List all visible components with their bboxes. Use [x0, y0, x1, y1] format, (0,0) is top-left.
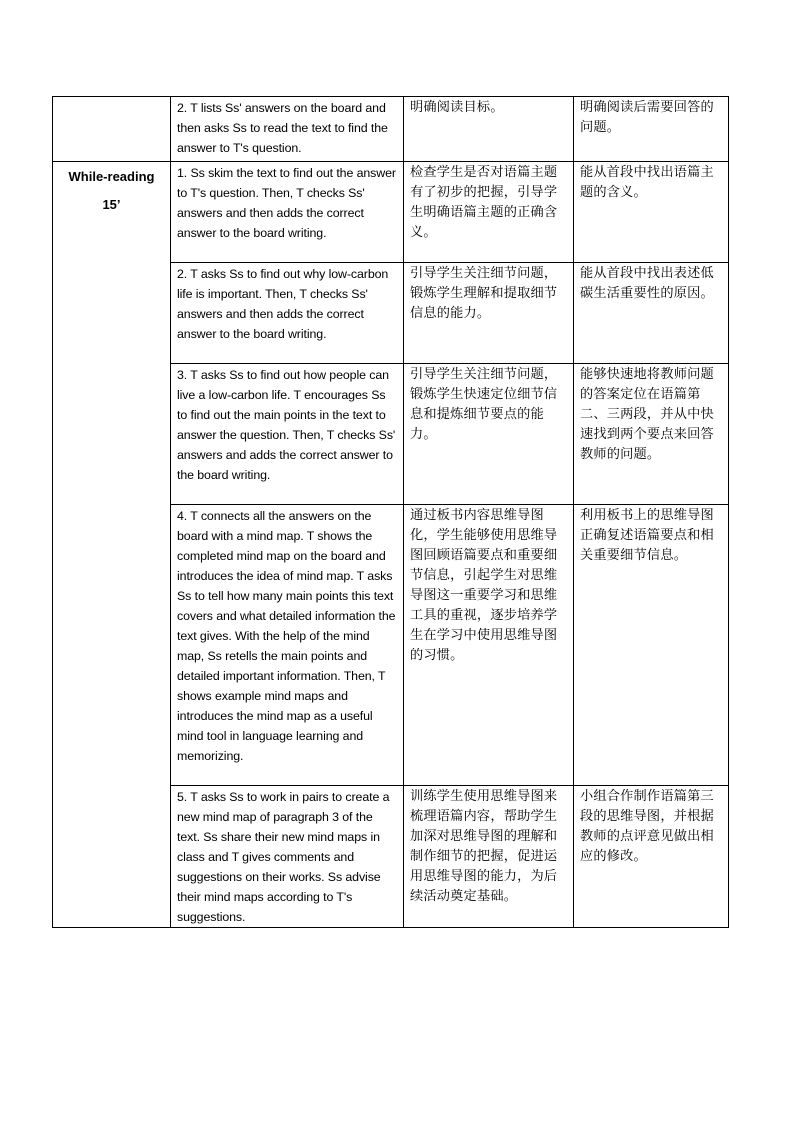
outcome-cell: 能够快速地将教师问题的答案定位在语篇第二、三两段，并从中快速找到两个要点来回答教师的问题。	[574, 364, 729, 505]
outcome-cell: 小组合作制作语篇第三段的思维导图，并根据教师的点评意见做出相应的修改。	[574, 786, 729, 928]
stage-time: 15’	[102, 197, 121, 212]
activity-cell: 4. T connects all the answers on the board with a mind map. T shows the completed mind map on the board and introduces the idea of mind map. T asks Ss to tell how many main points this text covers and what detailed information the text gives. With the help of the mind map, Ss retells the main points and detailed important information. Then, T shows example mind maps and introduces the mind map as a useful mind tool in language learning and memorizing.	[171, 505, 404, 786]
purpose-cell: 引导学生关注细节问题，锻炼学生快速定位细节信息和提炼细节要点的能力。	[404, 364, 574, 505]
outcome-cell: 明确阅读后需要回答的问题。	[574, 97, 729, 162]
stage-cell	[53, 162, 171, 928]
purpose-cell: 训练学生使用思维导图来梳理语篇内容，帮助学生加深对思维导图的理解和制作细节的把握，促进运用思维导图的能力，为后续活动奠定基础。	[404, 786, 574, 928]
outcome-cell: 能从首段中找出表述低碳生活重要性的原因。	[574, 263, 729, 364]
activity-cell: 2. T lists Ss' answers on the board and then asks Ss to read the text to find the answer to T's question.	[171, 97, 404, 162]
activity-cell: 2. T asks Ss to find out why low-carbon life is important. Then, T checks Ss' answers and then adds the correct answer to the board writing.	[171, 263, 404, 364]
outcome-cell: 能从首段中找出语篇主题的含义。	[574, 162, 729, 263]
stage-name: While-reading	[68, 169, 155, 184]
outcome-cell: 利用板书上的思维导图正确复述语篇要点和相关重要细节信息。	[574, 505, 729, 786]
purpose-cell: 检查学生是否对语篇主题有了初步的把握，引导学生明确语篇主题的正确含义。	[404, 162, 574, 263]
table-row	[53, 162, 729, 263]
activity-cell: 3. T asks Ss to find out how people can live a low-carbon life. T encourages Ss to find out the main points in the text to answer the question. Then, T checks Ss' answers and adds the correct answer to the board writing.	[171, 364, 404, 505]
lesson-plan-table	[52, 96, 729, 928]
purpose-cell: 通过板书内容思维导图化，学生能够使用思维导图回顾语篇要点和重要细节信息，引起学生对思维导图这一重要学习和思维工具的重视，逐步培养学生在学习中使用思维导图的习惯。	[404, 505, 574, 786]
table-row	[53, 97, 729, 162]
activity-cell: 1. Ss skim the text to find out the answer to T's question. Then, T checks Ss' answers and then adds the correct answer to the board writing.	[171, 162, 404, 263]
purpose-cell: 明确阅读目标。	[404, 97, 574, 162]
activity-cell: 5. T asks Ss to work in pairs to create a new mind map of paragraph 3 of the text. Ss share their new mind maps in class and T gives comments and suggestions on their works. Ss advise their mind maps according to T's suggestions.	[171, 786, 404, 928]
stage-cell-empty	[53, 97, 171, 162]
purpose-cell: 引导学生关注细节问题，锻炼学生理解和提取细节信息的能力。	[404, 263, 574, 364]
